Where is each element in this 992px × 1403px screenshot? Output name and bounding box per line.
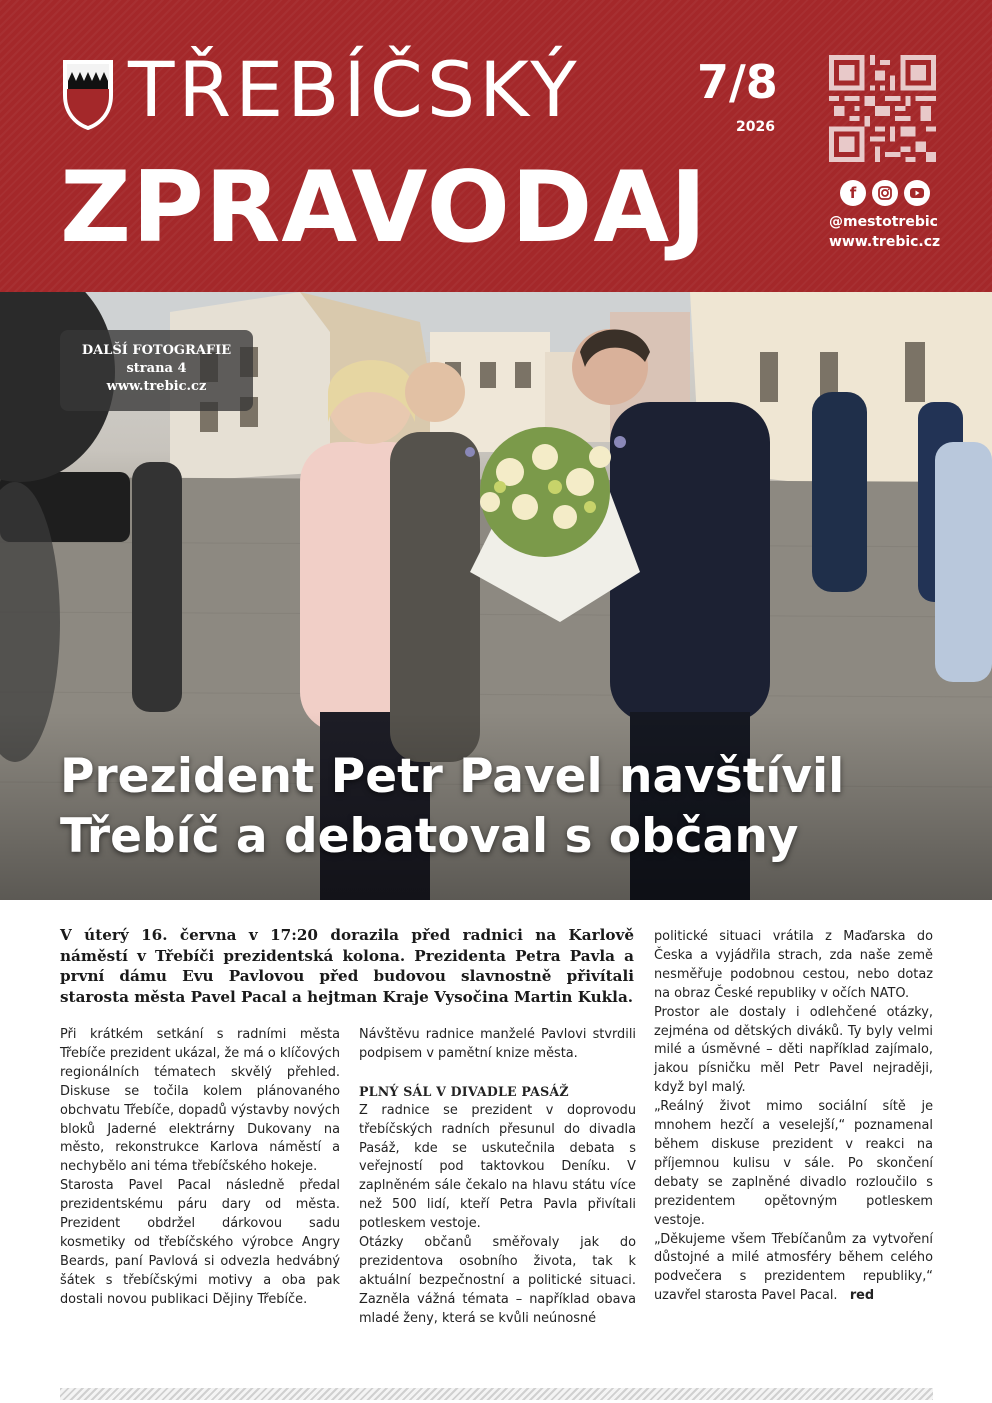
closing-paragraph <box>654 1231 933 1307</box>
badge-line-2: strana 4 <box>126 361 187 376</box>
headline-line-1: Prezident Petr Pavel navštívil <box>60 749 845 804</box>
masthead-title-top: TŘEBÍČSKÝ <box>128 45 581 134</box>
coat-of-arms-icon <box>62 59 114 131</box>
paragraph: Starosta Pavel Pacal následně předal prezidentskému páru dary od města. Prezident obdržel dárkovou sadu kosmetiky od třebíčského výrobce Angry Beards, paní Pavlová si odvezla hedvábný šátek s třebíčskými motivy a oba pak dostali novou publikaci Dějiny Třebíče. <box>60 1178 340 1307</box>
badge-line-1: DALŠÍ FOTOGRAFIE <box>81 343 232 358</box>
paragraph: „Reálný život mimo sociální sítě je mnohem hezčí a veselejší,“ poznamenal během diskuse prezident v reakci na příjemnou kulisu v sále. Po skončení debaty se zaplněné divadlo rozloučilo s prezidentem opětovným potleskem vestoje. <box>654 1099 933 1228</box>
article-lead: V úterý 16. června v 17:20 dorazila před radnici na Karlově náměstí v Třebíči prezidentská kolona. Prezidenta Petra Pavla a první dámu Evu Pavlovou před budovou slavnostně přivítali starosta města Pavel Pacal a hejtman Kraje Vysočina Martin Kukla. <box>60 926 634 1006</box>
article-column-3 <box>654 928 933 1306</box>
masthead-title-main: ZPRAVODAJ <box>60 151 708 265</box>
paragraph: Při krátkém setkání s radními města Třebíče prezident ukázal, že má o klíčových regionálních tématech skvělý přehled. Diskuse se točila kolem plánovaného obchvatu Třebíče, dopadů výstavby nových bloků Jaderné elektrárny Dukovany na město, rekonstrukce Karlova náměstí a nechybělo ani téma třebíčského hokeje. <box>60 1027 340 1175</box>
social-links <box>840 180 930 206</box>
youtube-icon[interactable] <box>904 180 930 206</box>
issue-year: 2026 <box>736 119 775 135</box>
masthead <box>0 0 992 292</box>
paragraph: Prostor ale dostaly i odlehčené otázky, zejména od dětských diváků. Ty byly velmi milé a úsměvné – děti například zajímalo, jakou písničku měl Petr Pavel nejraději, když byl malý. <box>654 1004 933 1096</box>
facebook-icon[interactable]: f <box>840 180 866 206</box>
section-subhead: PLNÝ SÁL V DIVADLE PASÁŽ <box>359 1083 569 1099</box>
website-link[interactable]: www.trebic.cz <box>829 234 941 250</box>
issue-number: 7/8 <box>697 55 778 109</box>
paragraph: Z radnice se prezident v doprovodu třebíčských radních přesunul do divadla Pasáž, kde se uskutečnila debata s veřejností pod taktovkou Deníku. V zaplněném sále čekalo na hlavu státu více než 500 lidí, kteří Petra Pavla přivítali potleskem vestoje. <box>359 1102 636 1232</box>
headline-line-2: Třebíč a debatoval s občany <box>60 809 799 864</box>
headline <box>60 747 960 867</box>
footer-divider <box>60 1388 933 1400</box>
instagram-icon[interactable] <box>872 180 898 206</box>
article-column-1 <box>60 1026 340 1310</box>
qr-code-icon[interactable] <box>829 55 936 162</box>
closing-quote: „Děkujeme všem Třebíčanům za vytvoření důstojné a milé atmosféry během celého podvečera s prezidentem republiky,“ uzavřel starosta Pavel Pacal. <box>654 1231 933 1304</box>
social-handle[interactable]: @mestotrebic <box>829 214 938 230</box>
author-signature: red <box>849 1288 875 1304</box>
paragraph: Otázky občanů směřovaly jak do prezidentova osobního života, tak k aktuální bezpečnostní a politické situaci. Zazněla vážná témata – například obava mladé ženy, která se kvůli neúnosné <box>359 1235 636 1326</box>
cover-photo <box>0 292 992 900</box>
more-photos-badge[interactable] <box>60 330 253 411</box>
badge-line-3: www.trebic.cz <box>106 379 207 394</box>
article-column-2 <box>359 1026 636 1329</box>
paragraph: politické situaci vrátila z Maďarska do Česka a vyjádřila strach, zda naše země nesměřuje podobnou cestou, nebo dotaz na obraz České republiky v očích NATO. <box>654 929 933 1001</box>
paragraph: Návštěvu radnice manželé Pavlovi stvrdili podpisem v pamětní knize města. <box>359 1027 636 1061</box>
